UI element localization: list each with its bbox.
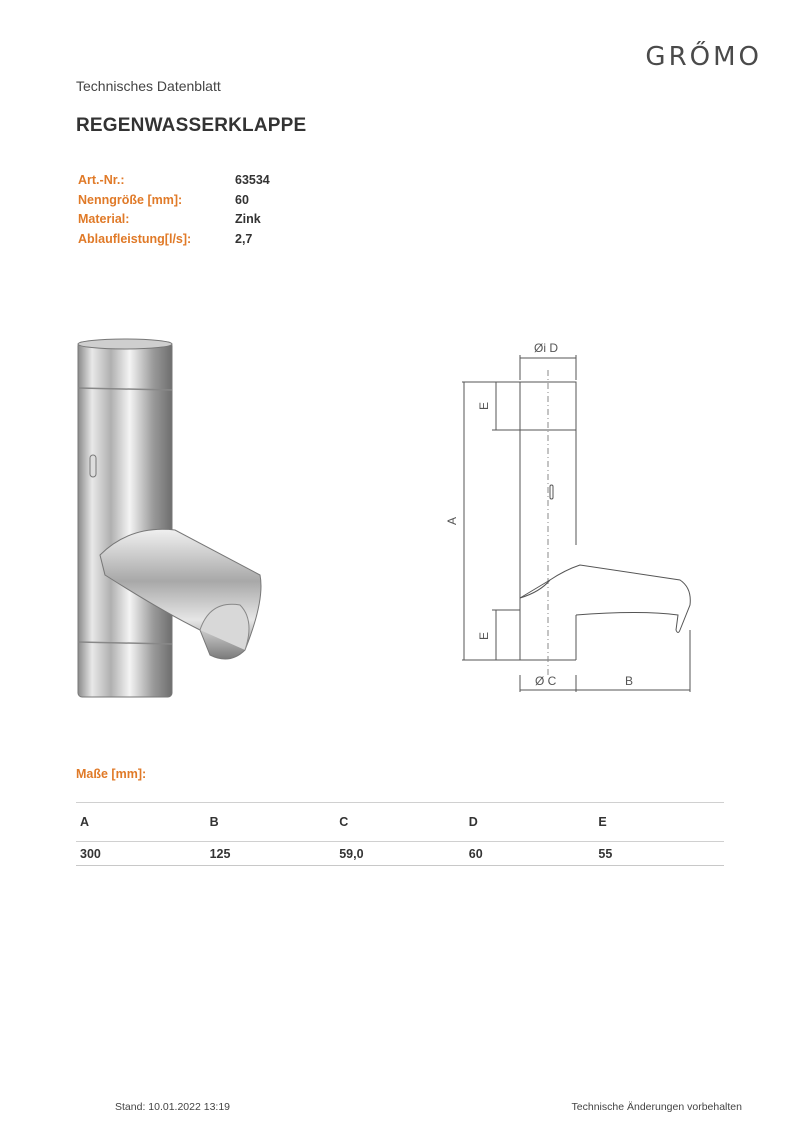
document-type: Technisches Datenblatt bbox=[76, 78, 221, 94]
spec-label: Art.-Nr.: bbox=[78, 173, 125, 187]
table-cell: 300 bbox=[80, 846, 101, 861]
page-title: REGENWASSERKLAPPE bbox=[76, 115, 307, 136]
table-header: D bbox=[468, 815, 478, 829]
spec-value: 60 bbox=[235, 192, 249, 207]
spec-row-size bbox=[78, 193, 270, 213]
table-cell: 59,0 bbox=[339, 846, 364, 861]
table-header: A bbox=[80, 815, 90, 829]
drawing-label-e-top: E bbox=[477, 401, 491, 410]
table-cell: 55 bbox=[598, 846, 613, 861]
spec-row-article bbox=[78, 173, 270, 193]
spec-label: Ablaufleistung[l/s]: bbox=[78, 231, 192, 246]
spec-label: Material: bbox=[78, 212, 130, 226]
technical-drawing bbox=[440, 330, 720, 700]
drawing-label-c: Ø C bbox=[535, 674, 557, 688]
footer-date: Stand: 10.01.2022 13:19 bbox=[115, 1101, 231, 1113]
spec-value: 2,7 bbox=[235, 231, 253, 246]
table-header: C bbox=[339, 815, 349, 829]
spec-value: Zink bbox=[235, 212, 261, 226]
product-photo bbox=[60, 330, 310, 710]
dimensions-value-row bbox=[76, 842, 724, 866]
dimensions-table bbox=[76, 802, 724, 866]
spec-row-flow bbox=[78, 232, 270, 252]
brand-logo: GRŐMO bbox=[645, 42, 762, 72]
drawing-label-d: Øi D bbox=[534, 341, 558, 355]
spec-value: 63534 bbox=[235, 173, 270, 187]
footer-disclaimer: Technische Änderungen vorbehalten bbox=[571, 1101, 742, 1113]
spec-list bbox=[78, 173, 270, 251]
table-header: E bbox=[598, 815, 607, 829]
drawing-label-a: A bbox=[445, 516, 459, 525]
table-cell: 60 bbox=[468, 846, 483, 861]
drawing-label-b: B bbox=[625, 674, 634, 688]
dimensions-header-row bbox=[76, 803, 724, 842]
spec-label: Nenngröße [mm]: bbox=[78, 192, 183, 207]
drawing-label-e-bottom: E bbox=[477, 631, 491, 640]
dimensions-title: Maße [mm]: bbox=[76, 767, 147, 781]
spec-row-material bbox=[78, 212, 270, 232]
table-header: B bbox=[209, 815, 219, 829]
table-cell: 125 bbox=[209, 846, 231, 861]
